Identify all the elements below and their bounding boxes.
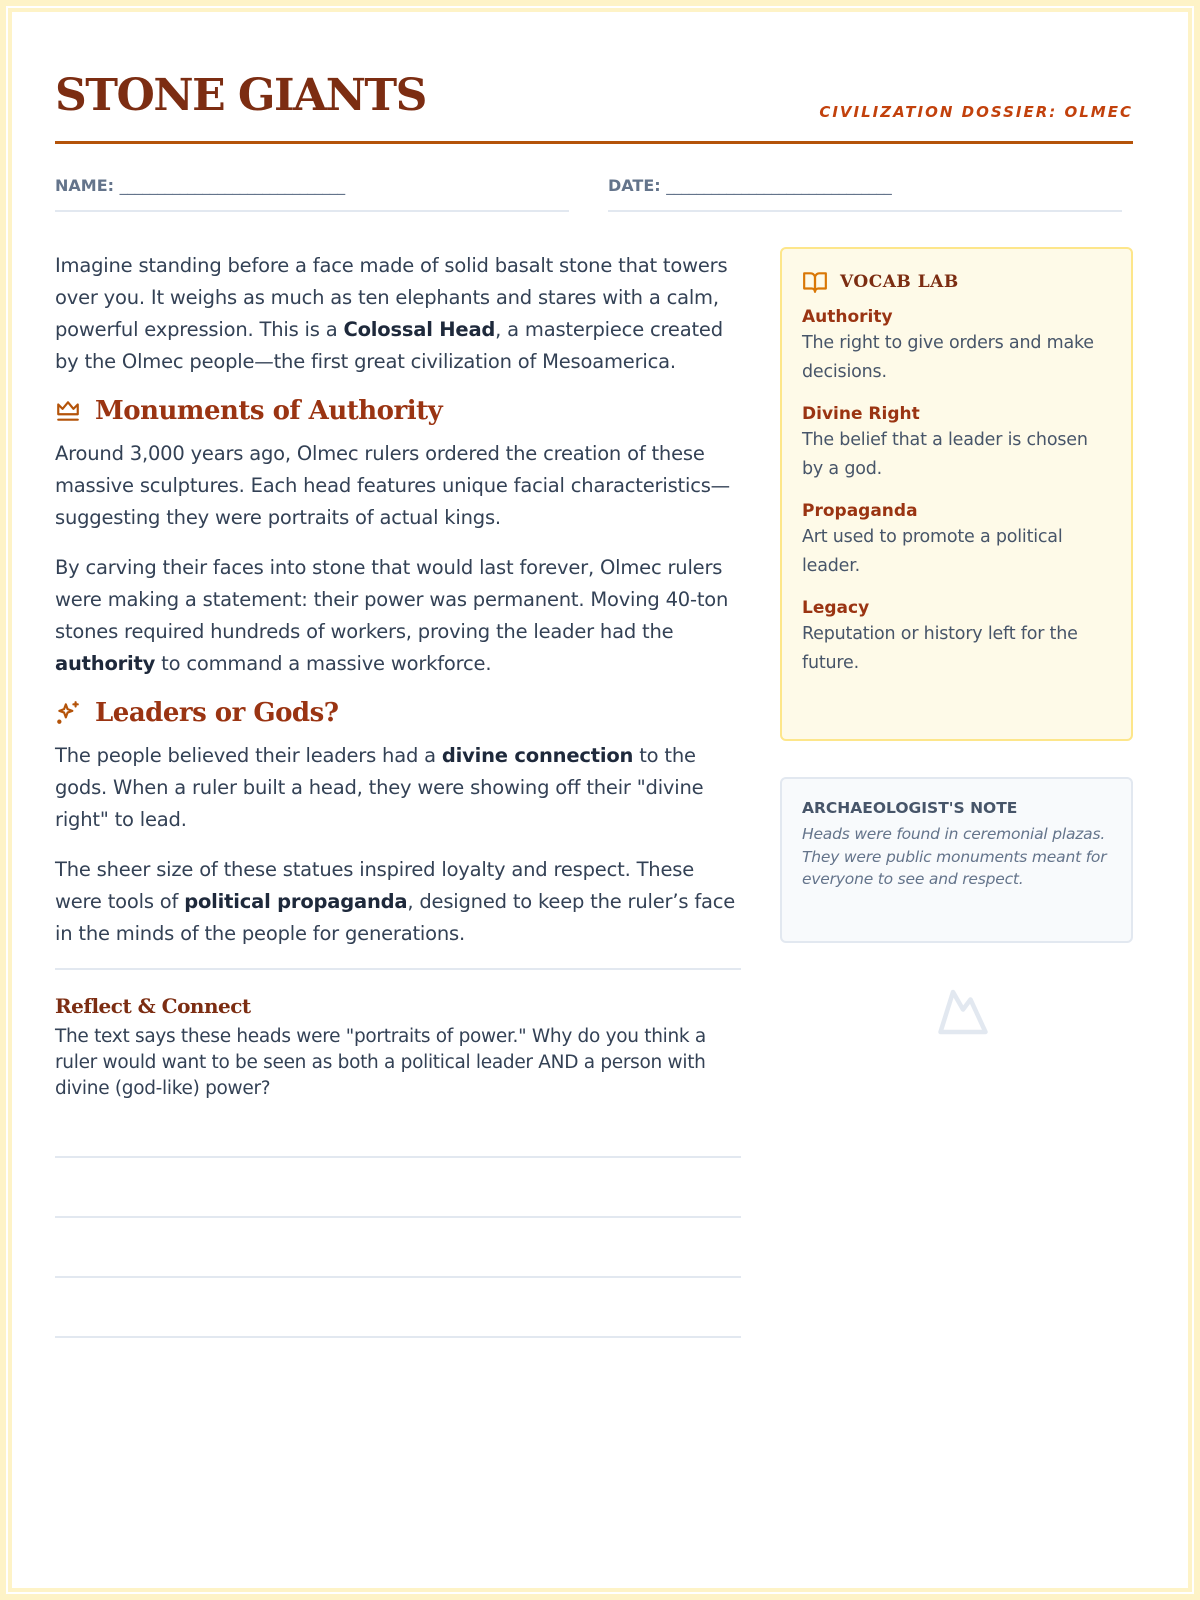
sparkles-icon	[55, 700, 81, 726]
monuments-paragraph-1: Around 3,000 years ago, Olmec rulers ordered the creation of these massive sculptures. Each head features unique facial characteristics—suggesting they were portraits of actual kings.	[55, 442, 730, 529]
answer-line[interactable]	[55, 1216, 741, 1218]
vocab-entry	[802, 404, 1111, 484]
vocab-term: Divine Right	[802, 404, 920, 424]
bold-term: divine connection	[441, 744, 634, 767]
intro-text-end: , a masterpiece created by the Olmec people—the first great civilization of Mesoamerica.	[55, 318, 723, 373]
page-title: STONE GIANTS	[55, 70, 426, 121]
archaeologist-note	[780, 777, 1133, 943]
paragraph-text-end: , designed to keep the ruler’s face in the minds of the people for generations.	[55, 890, 736, 945]
vocab-definition: The right to give orders and make decisions.	[802, 333, 1094, 382]
paragraph-text-end: to command a massive workforce.	[155, 652, 492, 675]
crown-icon	[55, 398, 81, 424]
vocab-definition: The belief that a leader is chosen by a god.	[802, 430, 1088, 479]
vocab-lab-card	[780, 247, 1133, 741]
vocab-entry	[802, 307, 1111, 387]
vocab-definition: Art used to promote a political leader.	[802, 527, 1063, 576]
paragraph-text: The sheer size of these statues inspired loyalty and respect. These were tools of	[55, 858, 694, 913]
paragraph-text-end: to the gods. When a ruler built a head, they were showing off their "divine right" to lead.	[55, 744, 704, 831]
reflect-question: The text says these heads were "portraits of power." Why do you think a ruler would want to be seen as both a political leader AND a person with divine (god-like) power?	[55, 1026, 706, 1099]
intro-paragraph	[55, 250, 741, 378]
main-content	[55, 250, 741, 1338]
vocab-heading	[802, 269, 1111, 295]
monuments-paragraph-2	[55, 552, 741, 680]
reflect-title: Reflect & Connect	[55, 994, 251, 1018]
vocab-title: VOCAB LAB	[840, 272, 959, 292]
vocab-term: Legacy	[802, 598, 870, 618]
date-blank: ______________________________	[666, 176, 892, 195]
bold-term: authority	[55, 652, 156, 675]
answer-area[interactable]	[55, 1156, 741, 1338]
date-label: DATE:	[608, 176, 661, 195]
vocab-term: Propaganda	[802, 501, 918, 521]
vocab-entry	[802, 598, 1111, 678]
paragraph-text: By carving their faces into stone that would last forever, Olmec rulers were making a statement: their power was permanent. Moving 40-ton stones required hundreds of workers, proving the leader had the	[55, 556, 729, 643]
paragraph-text: The people believed their leaders had a	[55, 744, 442, 767]
name-field[interactable]	[55, 176, 569, 212]
section-heading-leaders	[55, 698, 741, 728]
book-open-icon	[802, 269, 828, 295]
note-title: ARCHAEOLOGIST'S NOTE	[802, 799, 1018, 817]
leaders-paragraph-2	[55, 854, 741, 950]
dossier-subtitle: CIVILIZATION DOSSIER: OLMEC	[819, 103, 1133, 121]
mountain-icon	[930, 982, 996, 1042]
header	[55, 66, 1133, 144]
answer-line[interactable]	[55, 1156, 741, 1158]
date-field[interactable]	[608, 176, 1122, 212]
answer-line[interactable]	[55, 1336, 741, 1338]
section-divider	[55, 968, 741, 970]
vocab-entry	[802, 501, 1111, 581]
section-heading-text: Leaders or Gods?	[95, 698, 339, 728]
answer-line[interactable]	[55, 1276, 741, 1278]
section-heading-monuments	[55, 396, 741, 426]
leaders-paragraph-1	[55, 740, 741, 836]
intro-bold-term: Colossal Head	[343, 318, 496, 341]
name-blank: ______________________________	[119, 176, 345, 195]
vocab-definition: Reputation or history left for the future.	[802, 624, 1078, 673]
section-heading-text: Monuments of Authority	[95, 396, 443, 426]
intro-text: Imagine standing before a face made of solid basalt stone that towers over you. It weighs as much as ten elephants and stares with a calm, powerful expression. This is a	[55, 254, 728, 341]
bold-term: political propaganda	[184, 890, 408, 913]
note-text: Heads were found in ceremonial plazas. They were public monuments meant for everyone to see and respect.	[802, 825, 1107, 888]
vocab-term: Authority	[802, 307, 893, 327]
name-label: NAME:	[55, 176, 115, 195]
